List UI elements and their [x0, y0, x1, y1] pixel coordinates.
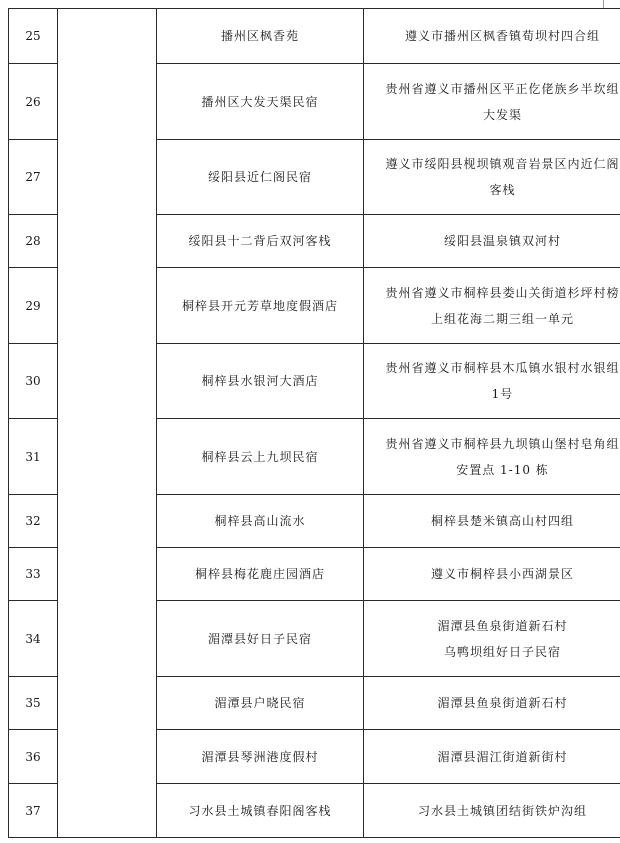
row-number: 29	[9, 268, 58, 344]
address-line: 湄潭县湄江街道新街村	[437, 749, 568, 764]
row-number: 36	[9, 730, 58, 784]
address-line: 桐梓县楚米镇高山村四组	[430, 514, 574, 528]
table-body	[9, 9, 620, 838]
venue-address	[364, 419, 620, 495]
merged-blank-cell	[58, 9, 157, 838]
row-number: 35	[9, 677, 58, 730]
row-number: 34	[9, 601, 58, 677]
venue-address	[364, 140, 620, 215]
venue-address	[364, 64, 620, 140]
venue-name: 桐梓县云上九坝民宿	[157, 419, 364, 495]
address-line: 贵州省遵义市桐梓县木瓜镇水银村水银组	[385, 361, 620, 375]
row-number: 31	[9, 419, 58, 495]
venue-address	[364, 601, 620, 677]
row-number: 25	[9, 9, 58, 64]
accommodation-table	[8, 8, 620, 838]
address-line: 1号	[491, 387, 514, 401]
address-line: 客栈	[489, 183, 516, 197]
venue-name: 湄潭县户晓民宿	[157, 677, 364, 730]
venue-address	[364, 730, 620, 784]
address-line: 遵义市绥阳县枧坝镇观音岩景区内近仁阁	[385, 157, 620, 171]
address-line: 贵州省遵义市播州区平正仡佬族乡半坎组	[385, 81, 620, 96]
row-number: 26	[9, 64, 58, 140]
venue-address	[364, 215, 620, 268]
venue-name: 绥阳县十二背后双河客栈	[157, 215, 364, 268]
venue-name: 湄潭县琴洲港度假村	[157, 730, 364, 784]
row-number: 37	[9, 784, 58, 838]
address-line: 绥阳县温泉镇双河村	[443, 234, 561, 248]
row-number: 27	[9, 140, 58, 215]
venue-address	[364, 495, 620, 548]
venue-name: 桐梓县开元芳草地度假酒店	[157, 268, 364, 344]
venue-address	[364, 344, 620, 419]
venue-address	[364, 268, 620, 344]
address-line: 贵州省遵义市桐梓县九坝镇山堡村皂角组	[385, 436, 620, 451]
venue-name: 播州区枫香苑	[157, 9, 364, 64]
venue-name: 习水县土城镇春阳阁客栈	[157, 784, 364, 838]
venue-name: 桐梓县梅花鹿庄园酒店	[157, 548, 364, 601]
venue-address	[364, 9, 620, 64]
venue-name: 桐梓县水银河大酒店	[157, 344, 364, 419]
venue-address	[364, 548, 620, 601]
address-line: 大发渠	[482, 107, 522, 122]
venue-name: 绥阳县近仁阁民宿	[157, 140, 364, 215]
venue-address	[364, 784, 620, 838]
venue-name: 播州区大发天渠民宿	[157, 64, 364, 140]
venue-address	[364, 677, 620, 730]
address-line: 湄潭县鱼泉街道新石村	[437, 696, 568, 710]
address-line: 遵义市播州区枫香镇荀坝村四合组	[404, 29, 600, 43]
address-line: 上组花海二期三组一单元	[430, 311, 574, 326]
venue-name: 湄潭县好日子民宿	[157, 601, 364, 677]
table-row	[9, 9, 620, 64]
address-line: 遵义市桐梓县小西湖景区	[430, 567, 574, 581]
row-number: 33	[9, 548, 58, 601]
address-line: 贵州省遵义市桐梓县娄山关街道杉坪村榜	[385, 285, 620, 300]
venue-name: 桐梓县高山流水	[157, 495, 364, 548]
row-number: 28	[9, 215, 58, 268]
address-line: 乌鸭坝组好日子民宿	[443, 644, 561, 659]
address-line: 湄潭县鱼泉街道新石村	[437, 618, 568, 633]
address-line: 安置点 1-10 栋	[456, 462, 549, 477]
address-line: 习水县土城镇团结街铁炉沟组	[417, 803, 587, 818]
row-number: 30	[9, 344, 58, 419]
row-number: 32	[9, 495, 58, 548]
